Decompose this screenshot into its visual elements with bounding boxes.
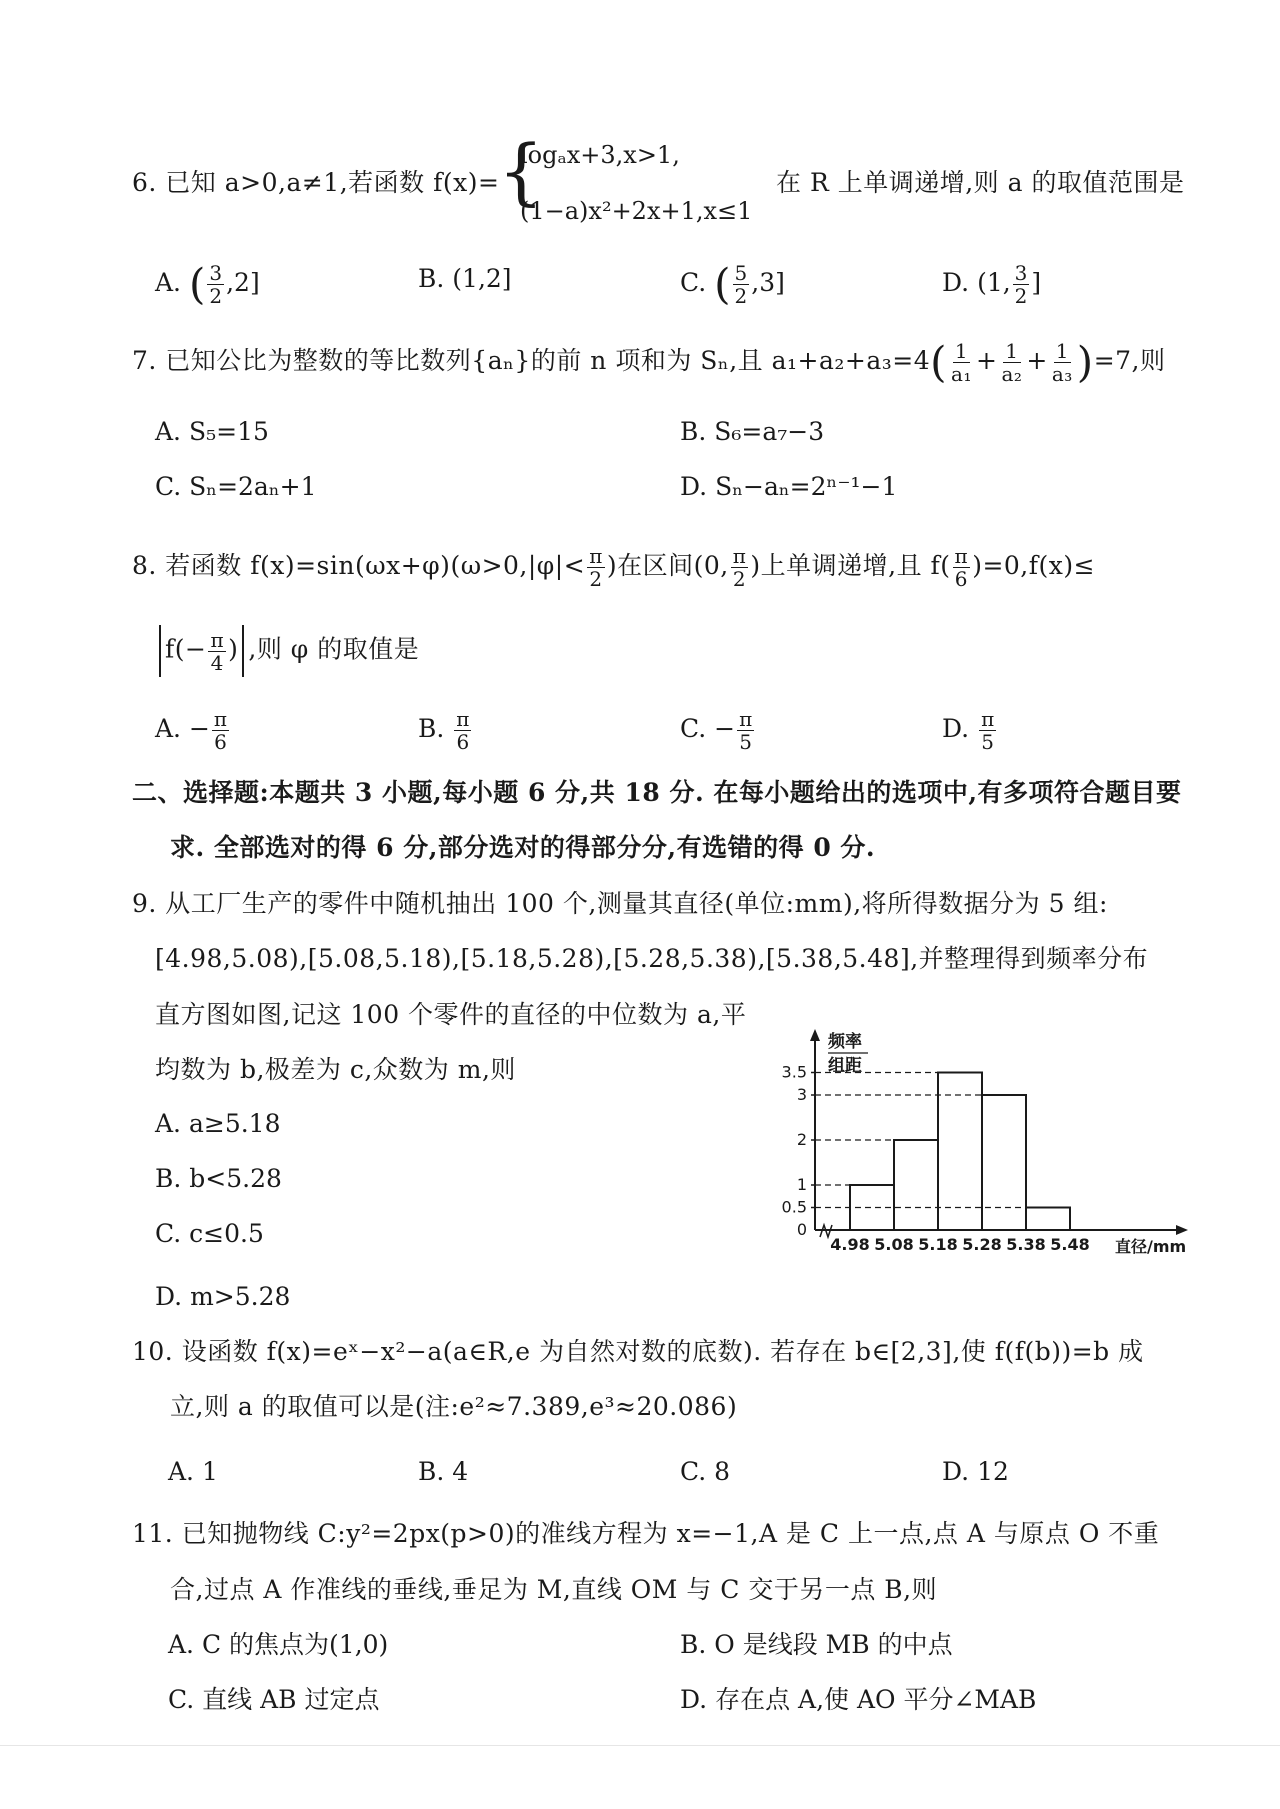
histogram-bar: [938, 1073, 982, 1231]
q6-option-a[interactable]: A. ( $\frac{3}{2}$ ,2]: [155, 259, 260, 309]
q6-stem-suffix: 在 R 上单调递增,则 a 的取值范围是: [776, 168, 1185, 197]
y-tick-label: 3.5: [781, 1062, 807, 1082]
q9-option-a[interactable]: A. a≥5.18: [155, 1109, 281, 1138]
q11-option-b[interactable]: B. O 是线段 MB 的中点: [680, 1630, 953, 1659]
q8-line-2: f(− $\frac{\pi}{4}$ ) ,则 φ 的取值是: [155, 625, 419, 677]
q11-option-d[interactable]: D. 存在点 A,使 AO 平分∠MAB: [680, 1685, 1037, 1714]
q10-option-d[interactable]: D. 12: [942, 1457, 1009, 1486]
y-tick-label: 2: [796, 1130, 807, 1149]
section-2-heading-line-1: 二、选择题:本题共 3 小题,每小题 6 分,共 18 分. 在每小题给出的选项中,有多项符合题目要: [132, 778, 1182, 807]
q9-option-d[interactable]: D. m>5.28: [155, 1282, 291, 1311]
piecewise-brace: {: [498, 129, 544, 213]
q8-option-c[interactable]: C. − $\frac{\pi}{5}$: [680, 707, 753, 754]
q10-option-a[interactable]: A. 1: [168, 1457, 218, 1486]
q6-option-b[interactable]: B. (1,2]: [418, 264, 512, 293]
q6-piece-1: logₐx+3,x>1,: [520, 141, 680, 169]
x-tick-label: 5.08: [874, 1235, 914, 1254]
q7-option-b[interactable]: B. S₆=a₇−3: [680, 417, 825, 446]
q7-option-d[interactable]: D. Sₙ−aₙ=2ⁿ⁻¹−1: [680, 472, 898, 501]
x-tick-label: 4.98: [830, 1235, 870, 1254]
y-axis-label-top: 频率: [828, 1032, 862, 1052]
y-axis-arrow: [810, 1029, 820, 1041]
histogram-bar: [1026, 1208, 1070, 1231]
q10-option-b[interactable]: B. 4: [418, 1457, 469, 1486]
q9-option-b[interactable]: B. b<5.28: [155, 1164, 282, 1193]
x-tick-label: 5.48: [1050, 1235, 1090, 1254]
q8-option-a[interactable]: A. − $\frac{\pi}{6}$: [155, 707, 228, 754]
x-axis-arrow: [1176, 1225, 1188, 1235]
page-divider: [0, 1745, 1280, 1746]
q6-piece-2: (1−a)x²+2x+1,x≤1: [520, 197, 753, 225]
q7-option-c[interactable]: C. Sₙ=2aₙ+1: [155, 472, 317, 501]
q8-option-b[interactable]: B. $\frac{\pi}{6}$: [418, 707, 470, 754]
q9-line-1: 9. 从工厂生产的零件中随机抽出 100 个,测量其直径(单位:mm),将所得数据分为 5 组:: [132, 889, 1108, 918]
x-axis-label: 直径/mm: [1115, 1237, 1187, 1256]
q11-option-a[interactable]: A. C 的焦点为(1,0): [168, 1630, 389, 1659]
section-2-heading-line-2: 求. 全部选对的得 6 分,部分选对的得部分分,有选错的得 0 分.: [170, 833, 876, 862]
q9-option-c[interactable]: C. c≤0.5: [155, 1219, 264, 1248]
histogram-bar: [894, 1140, 938, 1230]
q11-option-c[interactable]: C. 直线 AB 过定点: [168, 1685, 380, 1714]
y-tick-label: 0: [796, 1220, 807, 1239]
q10-option-c[interactable]: C. 8: [680, 1457, 731, 1486]
frequency-histogram: [770, 1025, 1210, 1260]
abs-bar-left: [159, 625, 161, 677]
abs-bar-right: [242, 625, 244, 677]
q6-option-c[interactable]: C. ( $\frac{5}{2}$ ,3]: [680, 259, 785, 309]
y-tick-label: 1: [796, 1175, 807, 1194]
q10-line-1: 10. 设函数 f(x)=eˣ−x²−a(a∈R,e 为自然对数的底数). 若存在 b∈[2,3],使 f(f(b))=b 成: [132, 1337, 1144, 1366]
y-tick-label: 0.5: [781, 1197, 807, 1217]
y-axis-label-bottom: 组距: [828, 1056, 862, 1076]
fraction: $\frac{3}{2}$: [209, 261, 223, 308]
q8-option-d[interactable]: D. $\frac{\pi}{5}$: [942, 707, 995, 754]
fraction: $\frac{5}{2}$: [734, 261, 748, 308]
q9-line-3: 直方图如图,记这 100 个零件的直径的中位数为 a,平: [155, 1000, 747, 1029]
histogram-bar: [982, 1095, 1026, 1230]
q10-line-2: 立,则 a 的取值可以是(注:e²≈7.389,e³≈20.086): [170, 1392, 738, 1421]
q8-line-1: 8. 若函数 f(x)=sin(ωx+φ)(ω>0,|φ|< $\frac{\pi}{2}$ )在区间(0, $\frac{\pi}{2}$ )上单调递增,且 f( $\frac{\pi}{6}$ )=0,f(x)≤: [132, 544, 1096, 591]
q7-stem: 7. 已知公比为整数的等比数列{aₙ}的前 n 项和为 Sₙ,且 a₁+a₂+a₃=4( $\frac{1}{\text{a₁}}$ + $\frac{1}{\text{a₂}}$ + $\frac{1}{\text{a₃}}$ )=7,则: [132, 337, 1166, 387]
y-tick-label: 3: [796, 1085, 807, 1104]
q6-stem-prefix: 6. 已知 a>0,a≠1,若函数 f(x)=: [132, 168, 500, 197]
x-tick-label: 5.28: [962, 1235, 1002, 1254]
q6-option-d[interactable]: D. (1, $\frac{3}{2}$ ]: [942, 261, 1042, 308]
fraction: $\frac{3}{2}$: [1014, 261, 1028, 308]
q7-option-a[interactable]: A. S₅=15: [155, 417, 269, 446]
q9-line-4: 均数为 b,极差为 c,众数为 m,则: [155, 1055, 516, 1084]
x-tick-label: 5.18: [918, 1235, 958, 1254]
q9-line-2: [4.98,5.08),[5.08,5.18),[5.18,5.28),[5.28,5.38),[5.38,5.48],并整理得到频率分布: [155, 944, 1149, 973]
x-tick-label: 5.38: [1006, 1235, 1046, 1254]
q11-line-2: 合,过点 A 作准线的垂线,垂足为 M,直线 OM 与 C 交于另一点 B,则: [170, 1575, 938, 1604]
q11-line-1: 11. 已知抛物线 C:y²=2px(p>0)的准线方程为 x=−1,A 是 C 上一点,点 A 与原点 O 不重: [132, 1519, 1160, 1548]
